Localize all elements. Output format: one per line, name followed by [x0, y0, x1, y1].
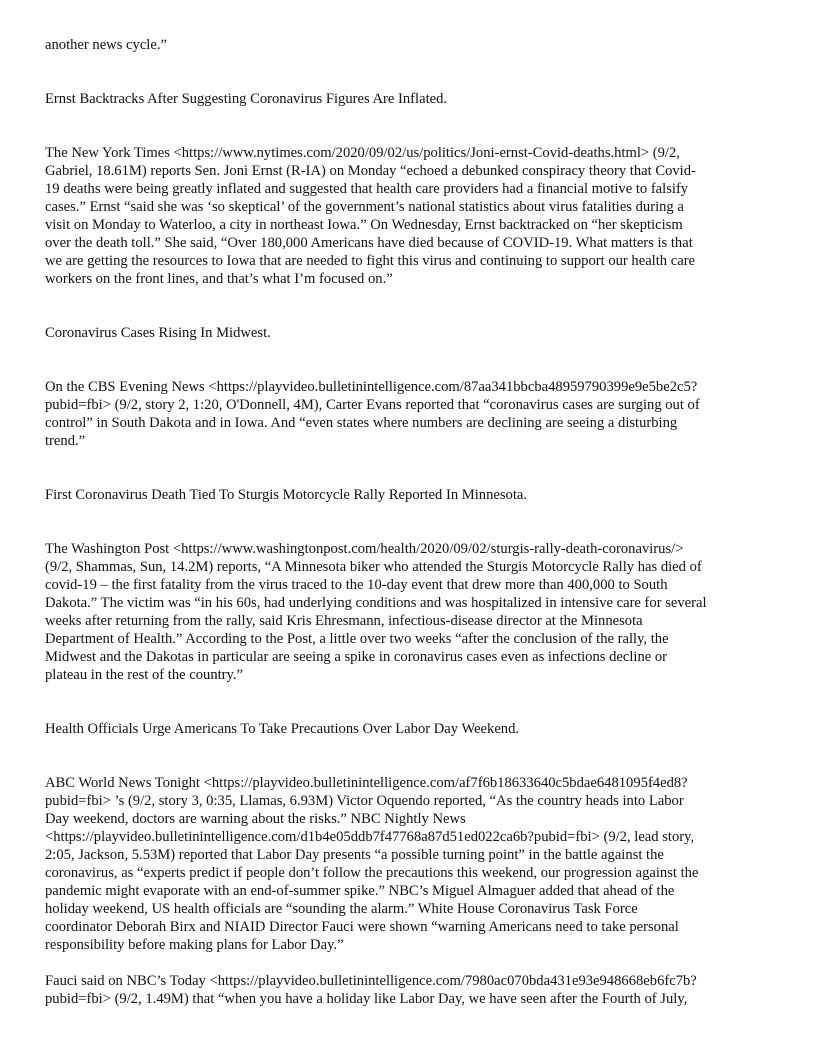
- story-body-midwest: On the CBS Evening News <https://playvideo.bulletinintelligence.com/87aa341bbcba48959790399e9e5be2c5? pubid=fbi> (9/2, story 2, 1:20, O'Donnell, 4M), Carter Evans reported that “coronavirus cases are surging out of control” in South Dakota and in Iowa. And “even states where numbers are declining are seeing a disturbing trend.”: [45, 379, 700, 449]
- story-body-fauci: Fauci said on NBC’s Today <https://playvideo.bulletinintelligence.com/7980ac070bda431e93e948668eb6fc7b? pubid=fbi> (9/2, 1.49M) that “when you have a holiday like Labor Day, we have seen after the Fourth of July,: [45, 973, 697, 1007]
- document-page: [45, 36, 773, 1026]
- story-body-sturgis: The Washington Post <https://www.washingtonpost.com/health/2020/09/02/sturgis-rally-death-coronavirus/> (9/2, Shammas, Sun, 14.2M) reports, “A Minnesota biker who attended the Sturgis Motorcycle Rally has died of covid-19 – the first fatality from the virus traced to the 10-day event that drew more than 400,000 to South Dakota.” The victim was “in his 60s, had underlying conditions and was hospitalized in intensive care for several weeks after returning from the rally, said Kris Ehresmann, infectious-disease director at the Minnesota Department of Health.” According to the Post, a little over two weeks “after the conclusion of the rally, the Midwest and the Dakotas in particular are seeing a spike in coronavirus cases even as infections decline or plateau in the rest of the country.”: [45, 541, 707, 683]
- continuation-text: another news cycle.”: [45, 37, 167, 53]
- story-headline-labor-day: Health Officials Urge Americans To Take Precautions Over Labor Day Weekend.: [45, 721, 520, 737]
- story-body-labor-day: ABC World News Tonight <https://playvideo.bulletinintelligence.com/af7f6b18633640c5bdae6481095f4ed8? pubid=fbi> ’s (9/2, story 3, 0:35, Llamas, 6.93M) Victor Oquendo reported, “As the country heads into Labor Day weekend, doctors are warning about the risks.” NBC Nightly News <https://playvideo.bulletinintelligence.com/d1b4e05ddb7f47768a87d51ed022ca6b?pubid=fbi> (9/2, lead story, 2:05, Jackson, 5.53M) reported that Labor Day presents “a possible turning point” in the battle against the coronavirus, as “experts predict if people don’t follow the precautions this weekend, our progression against the pandemic might evaporate with an end-of-summer spike.” NBC’s Miguel Almaguer added that ahead of the holiday weekend, US health officials are “sounding the alarm.” White House Coronavirus Task Force coordinator Deborah Birx and NIAID Director Fauci were shown “warning Americans need to take personal responsibility before making plans for Labor Day.”: [45, 775, 699, 953]
- story-body-ernst: The New York Times <https://www.nytimes.com/2020/09/02/us/politics/Joni-ernst-Covid-deaths.html> (9/2, Gabriel, 18.61M) reports Sen. Joni Ernst (R-IA) on Monday “echoed a debunked conspiracy theory that Covid- 19 deaths were being greatly inflated and suggested that health care providers had a financial motive to falsify cases.” Ernst “said she was ‘so skeptical’ of the government’s national statistics about virus fatalities during a visit on Monday to Waterloo, a city in northeast Iowa.” On Wednesday, Ernst backtracked on “her skepticism over the death toll.” She said, “Over 180,000 Americans have died because of COVID-19. What matters is that we are getting the resources to Iowa that are needed to fight this virus and continuing to support our health care workers on the front lines, and that’s what I’m focused on.”: [45, 145, 696, 287]
- story-headline-midwest: Coronavirus Cases Rising In Midwest.: [45, 325, 271, 341]
- story-headline-ernst: Ernst Backtracks After Suggesting Coronavirus Figures Are Inflated.: [45, 91, 448, 107]
- story-headline-sturgis: First Coronavirus Death Tied To Sturgis Motorcycle Rally Reported In Minnesota.: [45, 487, 528, 503]
